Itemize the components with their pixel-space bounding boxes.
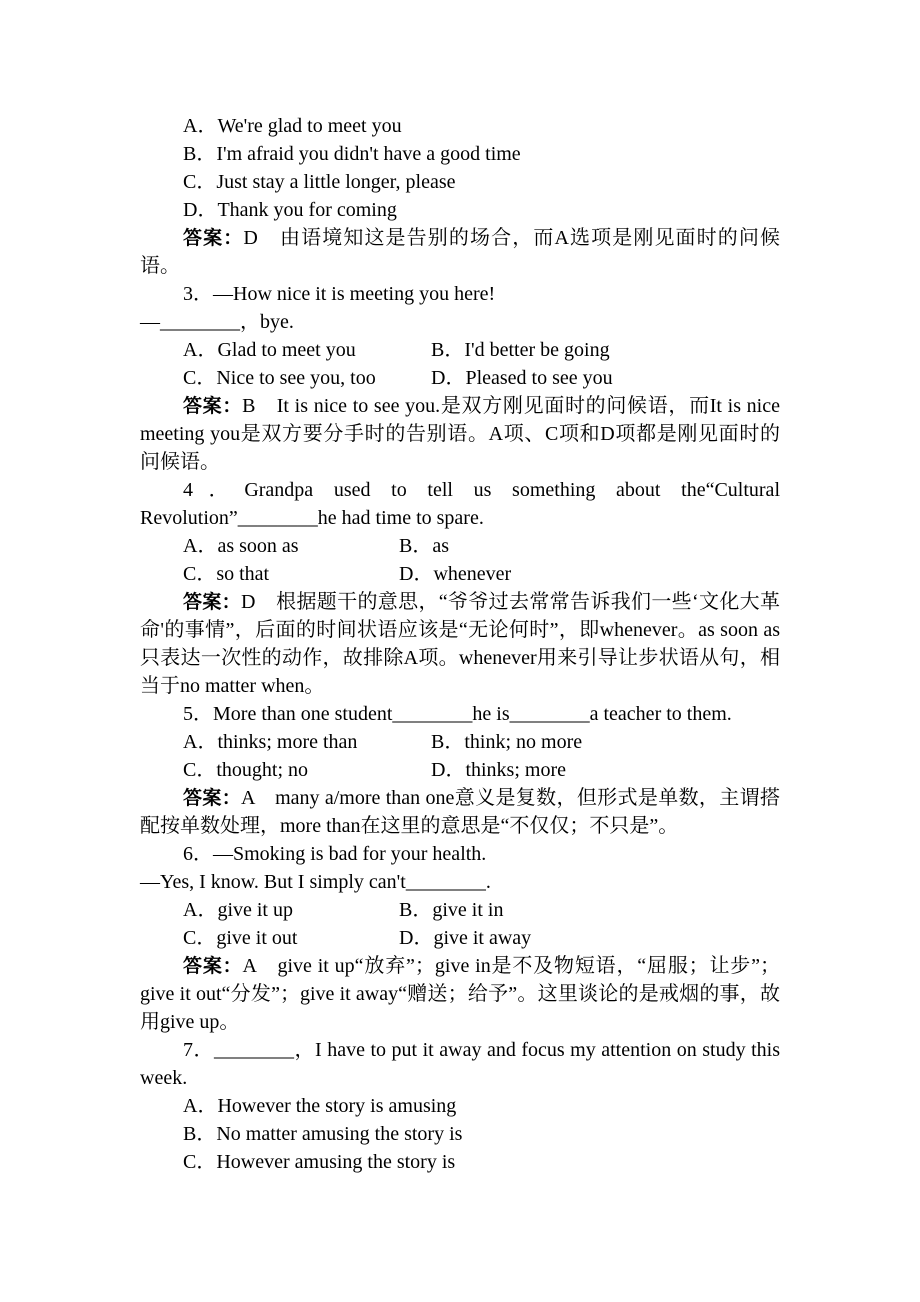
q4-option-d: D．whenever (399, 563, 512, 585)
q3-stem-line1: 3．—How nice it is meeting you here! (183, 283, 496, 305)
q4-answer-text: D 根据题干的意思，“爷爷过去常常告诉我们一些‘文化大革命'的事情”，后面的时间状语应该是“无论何时”，即whenever。as soon as只表达一次性的动作，故排除A项。whenever用来引导让步状语从句，相当于no matter when。 (140, 591, 780, 697)
q5-option-c: C．thought; no (183, 759, 309, 781)
answer-label: 答案： (183, 395, 243, 417)
q5-option-b: B．think; no more (431, 731, 583, 753)
q4-option-a: A．as soon as (183, 535, 299, 557)
q7-stem: 7．________，I have to put it away and focus my attention on study this week. (140, 1039, 780, 1089)
q5-stem: 5．More than one student________he is________a teacher to them. (183, 703, 732, 725)
q3-option-b: B．I'd better be going (431, 339, 610, 361)
q2-answer-text: D 由语境知这是告别的场合，而A选项是刚见面时的问候语。 (140, 227, 780, 277)
answer-label: 答案： (183, 955, 243, 977)
q6-option-c: C．give it out (183, 927, 298, 949)
q2-option-c: C．Just stay a little longer, please (183, 171, 456, 193)
q6-option-d: D．give it away (399, 927, 532, 949)
q7-option-a: A．However the story is amusing (183, 1095, 457, 1117)
q5-option-a: A．thinks; more than (183, 731, 358, 753)
answer-label: 答案： (183, 787, 242, 809)
q3-answer-text: B It is nice to see you.是双方刚见面时的问候语，而It is nice meeting you是双方要分手时的告别语。A项、C项和D项都是刚见面时的问候语。 (140, 395, 780, 473)
q5-answer-text: A many a/more than one意义是复数，但形式是单数，主谓搭配按单数处理，more than在这里的意思是“不仅仅；不只是”。 (140, 787, 780, 837)
q4-answer (140, 588, 780, 700)
q7-option-c: C．However amusing the story is (183, 1151, 456, 1173)
q2-option-b: B．I'm afraid you didn't have a good time (183, 143, 521, 165)
q4-stem-line2: Revolution”________he had time to spare. (140, 507, 484, 529)
q3-option-c: C．Nice to see you, too (183, 367, 376, 389)
q6-answer (140, 952, 780, 1036)
q3-option-a: A．Glad to meet you (183, 339, 356, 361)
q2-option-d: D．Thank you for coming (183, 199, 397, 221)
q5-answer (140, 784, 780, 840)
q6-stem-line2: —Yes, I know. But I simply can't________. (140, 871, 491, 893)
q7-option-b: B．No matter amusing the story is (183, 1123, 463, 1145)
q3-option-d: D．Pleased to see you (431, 367, 613, 389)
q6-option-b: B．give it in (399, 899, 504, 921)
q6-stem-line1: 6．—Smoking is bad for your health. (183, 843, 487, 865)
q6-answer-text: A give it up“放弃”；give in是不及物短语，“屈服；让步”；give it out“分发”；give it away“赠送；给予”。这里谈论的是戒烟的事，故用give up。 (140, 955, 780, 1033)
q3-stem-line2: —________，bye. (140, 311, 294, 333)
q4-option-c: C．so that (183, 563, 270, 585)
q6-option-a: A．give it up (183, 899, 293, 921)
q2-option-a: A．We're glad to meet you (183, 115, 402, 137)
q5-option-d: D．thinks; more (431, 759, 566, 781)
q4-stem-line1: 4．Grandpa used to tell us something about the“Cultural (183, 479, 780, 501)
q4-option-b: B．as (399, 535, 449, 557)
answer-label: 答案： (183, 591, 242, 613)
answer-label: 答案： (183, 227, 244, 249)
q2-answer (140, 224, 780, 280)
q3-answer (140, 392, 780, 476)
